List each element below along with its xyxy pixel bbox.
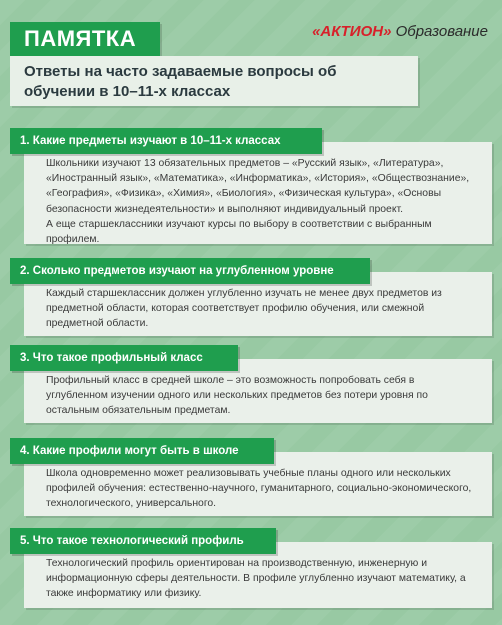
faq-answer-text: Школа одновременно может реализовывать учебные планы одного или нескольких профилей обучения: естественно-научного, гуманитарного, социально-экономического, технологического, универсального. — [46, 468, 472, 510]
faq-question-heading: 4. Какие профили могут быть в школе — [10, 438, 274, 464]
brand-logo — [312, 22, 488, 42]
logo-brand: «АКТИОН» — [312, 23, 392, 40]
faq-answer-text: Каждый старшеклассник должен углубленно изучать не менее двух предметов из предметной области, которая соответствует профилю обучения, или смежной предметной области. — [46, 288, 442, 330]
faq-answer-text: А еще старшеклассники изучают курсы по выбору в соответствии с выбранным профилем. — [46, 218, 432, 246]
logo-subtitle: Образование — [391, 23, 488, 40]
faq-question-heading: 3. Что такое профильный класс — [10, 345, 238, 371]
faq-answer-text: Технологический профиль ориентирован на производственную, инженерную и информационную сферы деятельности. В профиле углубленно изучают математику, а также информатику или физику. — [46, 558, 466, 600]
faq-answer-text: Школьники изучают 13 обязательных предметов – «Русский язык», «Литература», «Иностранный язык», «Математика», «Информатика», «История», «Обществознание», «География», «Физика», «Химия», «Биология», «Физическая культура», «Основы безопасности жизнедеятельности» и выполняют индивидуальный проект. — [46, 158, 470, 215]
faq-item-2 — [10, 258, 492, 338]
faq-question-heading: 1. Какие предметы изучают в 10–11-х классах — [10, 128, 322, 154]
faq-answer-text: Профильный класс в средней школе – это возможность попробовать себя в углубленном изучении одного или нескольких предметов без потери уровня по остальным обязательным предметам. — [46, 375, 428, 417]
faq-item-3 — [10, 345, 492, 425]
faq-question-heading: 5. Что такое технологический профиль — [10, 528, 276, 554]
faq-item-4 — [10, 438, 492, 518]
memo-badge: ПАМЯТКА — [10, 22, 160, 56]
faq-item-1 — [10, 128, 492, 248]
faq-question-heading: 2. Сколько предметов изучают на углубленном уровне — [10, 258, 370, 284]
memo-subtitle: Ответы на часто задаваемые вопросы об обучении в 10–11-х классах — [10, 56, 418, 106]
faq-item-5 — [10, 528, 492, 612]
faq-answer-card — [24, 142, 492, 244]
